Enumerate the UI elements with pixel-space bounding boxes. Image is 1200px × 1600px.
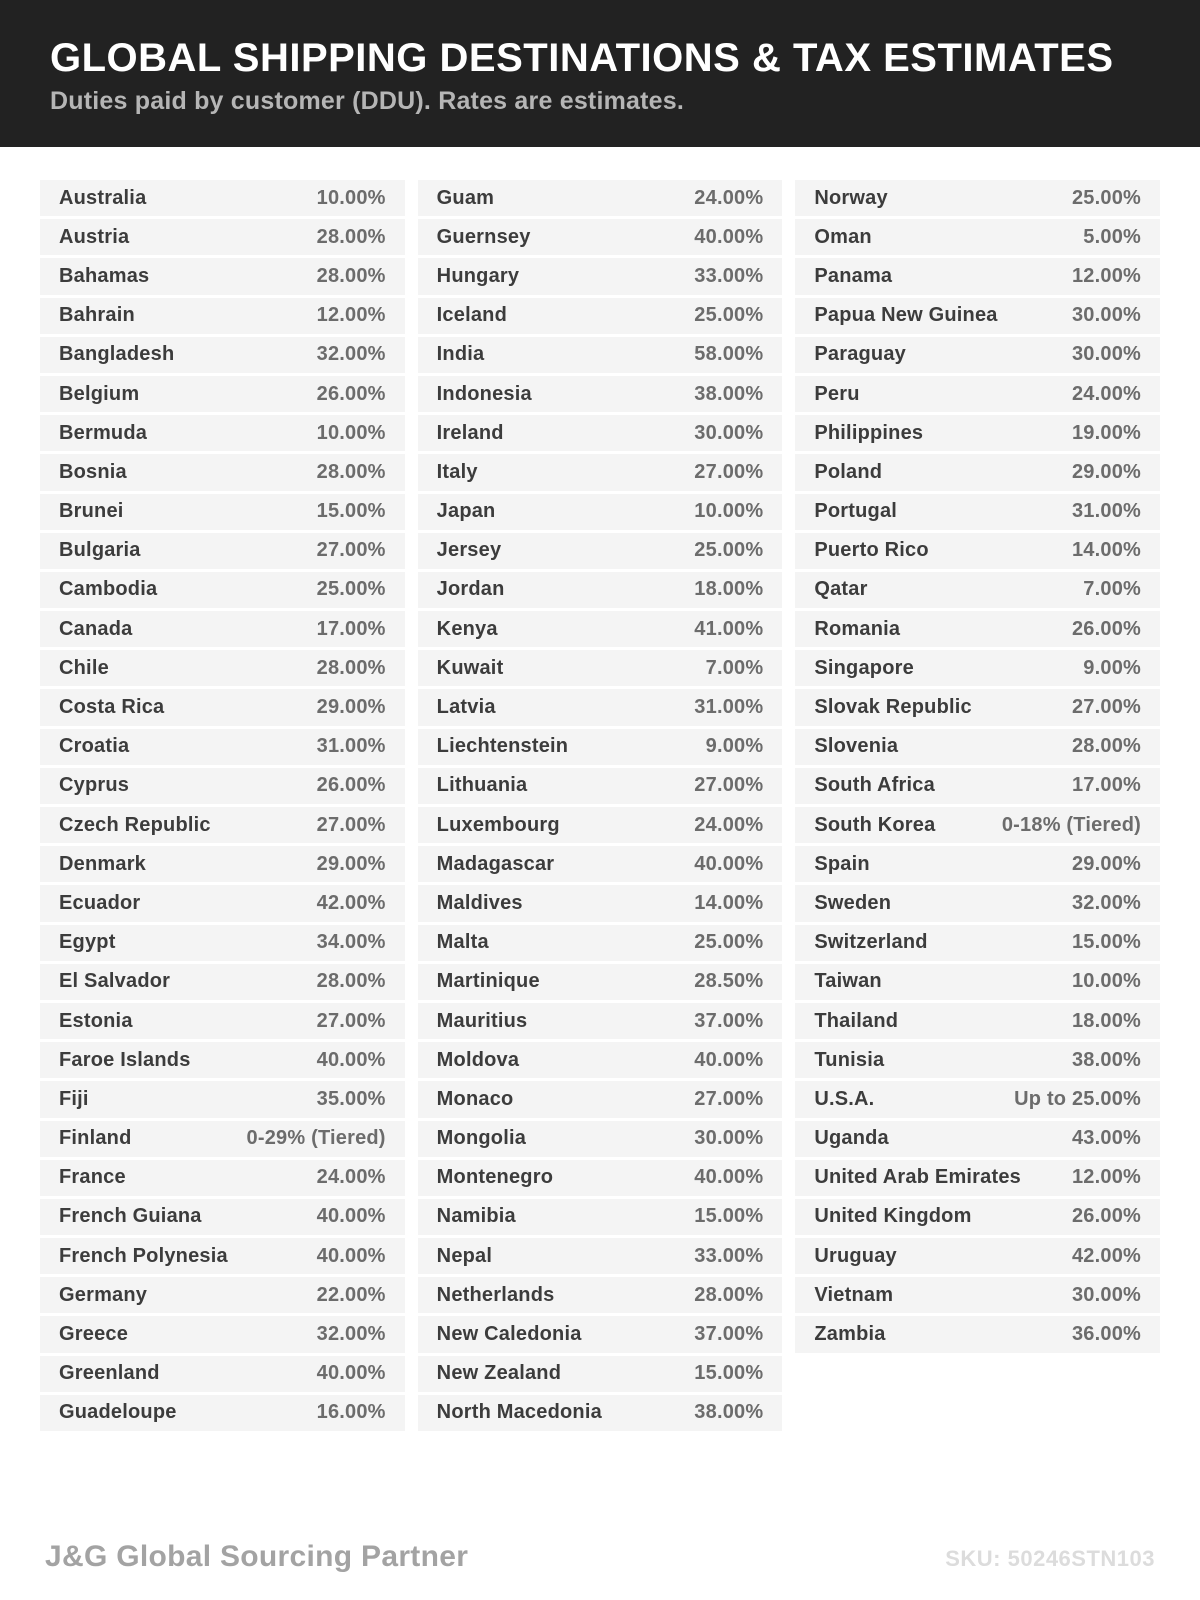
table-row <box>418 376 783 412</box>
rate-value: Up to 25.00% <box>1014 1087 1142 1110</box>
table-row <box>418 846 783 882</box>
country-label: Bermuda <box>59 421 148 444</box>
rate-value: 26.00% <box>1071 1205 1142 1228</box>
rate-value: 34.00% <box>316 931 386 954</box>
table-row <box>418 1356 783 1392</box>
country-label: Croatia <box>59 735 130 758</box>
country-label: Netherlands <box>436 1283 555 1306</box>
rate-value: 10.00% <box>1071 970 1142 993</box>
rate-value: 14.00% <box>1071 539 1142 562</box>
country-label: Philippines <box>814 421 924 444</box>
table-row <box>795 572 1160 608</box>
country-label: Bosnia <box>59 460 127 483</box>
table-row <box>418 494 783 530</box>
rate-value: 15.00% <box>316 500 386 523</box>
rate-value: 25.00% <box>1071 186 1142 209</box>
country-label: Monaco <box>436 1087 514 1110</box>
rate-value: 42.00% <box>316 891 386 914</box>
table-row <box>795 219 1160 255</box>
rate-value: 7.00% <box>1083 578 1142 601</box>
table-row <box>40 1238 405 1274</box>
table-row <box>795 533 1160 569</box>
table-row <box>795 689 1160 725</box>
table-row <box>40 1395 405 1431</box>
country-label: Indonesia <box>436 382 532 405</box>
table-row <box>418 298 783 334</box>
rate-value: 22.00% <box>316 1283 386 1306</box>
country-label: Jordan <box>436 578 505 601</box>
table-row <box>795 337 1160 373</box>
country-label: French Polynesia <box>59 1244 228 1267</box>
table-row <box>418 650 783 686</box>
country-label: Luxembourg <box>436 813 560 836</box>
table-row <box>418 1160 783 1196</box>
country-label: Germany <box>59 1283 148 1306</box>
table-row <box>795 1081 1160 1117</box>
table-row <box>795 376 1160 412</box>
country-label: France <box>59 1166 126 1189</box>
country-label: Faroe Islands <box>59 1048 191 1071</box>
table-row <box>418 219 783 255</box>
table-row <box>795 1003 1160 1039</box>
table-row <box>40 729 405 765</box>
country-label: Latvia <box>436 696 496 719</box>
country-label: Panama <box>814 264 893 287</box>
table-row <box>795 964 1160 1000</box>
table-row <box>40 1199 405 1235</box>
rate-value: 18.00% <box>1071 1009 1142 1032</box>
rate-column <box>795 180 1160 1431</box>
country-label: Peru <box>814 382 860 405</box>
rate-value: 15.00% <box>694 1205 764 1228</box>
rate-value: 38.00% <box>1071 1048 1142 1071</box>
rate-value: 28.00% <box>316 460 386 483</box>
rate-value: 15.00% <box>1071 931 1142 954</box>
country-label: Malta <box>436 931 489 954</box>
country-label: Czech Republic <box>59 813 211 836</box>
rate-value: 58.00% <box>694 343 764 366</box>
rate-value: 32.00% <box>316 343 386 366</box>
table-row <box>795 885 1160 921</box>
country-label: Slovak Republic <box>814 696 972 719</box>
table-row <box>40 650 405 686</box>
table-row <box>418 1277 783 1313</box>
table-row <box>795 1042 1160 1078</box>
table-row <box>40 925 405 961</box>
table-row <box>40 454 405 490</box>
rate-value: 29.00% <box>1071 852 1142 875</box>
rate-value: 9.00% <box>1083 656 1142 679</box>
rate-value: 9.00% <box>705 735 764 758</box>
country-label: Egypt <box>59 931 116 954</box>
country-label: Cambodia <box>59 578 158 601</box>
table-row <box>795 180 1160 216</box>
country-label: Portugal <box>814 500 898 523</box>
table-row <box>418 415 783 451</box>
rate-value: 40.00% <box>694 1048 764 1071</box>
table-row <box>418 454 783 490</box>
table-row <box>795 729 1160 765</box>
rate-value: 28.50% <box>694 970 764 993</box>
table-row <box>40 533 405 569</box>
rate-value: 12.00% <box>316 304 386 327</box>
rate-value: 5.00% <box>1083 225 1142 248</box>
country-label: Papua New Guinea <box>814 304 998 327</box>
table-row <box>418 258 783 294</box>
table-row <box>795 807 1160 843</box>
rate-value: 30.00% <box>1071 343 1142 366</box>
rate-value: 41.00% <box>694 617 764 640</box>
table-row <box>795 258 1160 294</box>
country-label: Bahamas <box>59 264 150 287</box>
table-row <box>418 807 783 843</box>
table-row <box>795 298 1160 334</box>
country-label: Spain <box>814 852 870 875</box>
country-label: Mongolia <box>436 1127 527 1150</box>
table-row <box>40 1316 405 1352</box>
table-row <box>40 689 405 725</box>
table-row <box>40 572 405 608</box>
rate-value: 40.00% <box>316 1048 386 1071</box>
country-label: Moldova <box>436 1048 520 1071</box>
rate-value: 33.00% <box>694 264 764 287</box>
table-row <box>40 219 405 255</box>
rate-value: 27.00% <box>694 460 764 483</box>
country-label: Japan <box>436 500 496 523</box>
table-row <box>40 768 405 804</box>
table-row <box>418 1121 783 1157</box>
brand-name: J&G Global Sourcing Partner <box>45 1540 469 1573</box>
rate-value: 27.00% <box>316 813 386 836</box>
header-banner <box>0 0 1200 147</box>
rate-value: 29.00% <box>316 696 386 719</box>
table-row <box>418 572 783 608</box>
table-row <box>418 180 783 216</box>
rate-value: 10.00% <box>316 421 386 444</box>
country-label: Belgium <box>59 382 140 405</box>
table-row <box>795 846 1160 882</box>
rate-value: 26.00% <box>316 382 386 405</box>
table-row <box>795 494 1160 530</box>
table-row <box>40 846 405 882</box>
country-label: New Zealand <box>436 1362 562 1385</box>
country-label: Martinique <box>436 970 540 993</box>
country-label: Montenegro <box>436 1166 554 1189</box>
rate-value: 17.00% <box>316 617 386 640</box>
rate-value: 25.00% <box>694 931 764 954</box>
table-row <box>40 1121 405 1157</box>
table-row <box>40 1042 405 1078</box>
country-label: Guernsey <box>436 225 531 248</box>
rate-value: 14.00% <box>694 891 764 914</box>
rate-value: 18.00% <box>694 578 764 601</box>
rate-value: 10.00% <box>694 500 764 523</box>
table-row <box>795 650 1160 686</box>
rate-value: 24.00% <box>1071 382 1142 405</box>
rate-value: 25.00% <box>694 304 764 327</box>
country-label: Slovenia <box>814 735 899 758</box>
rate-value: 36.00% <box>1071 1323 1142 1346</box>
rate-value: 10.00% <box>316 186 386 209</box>
country-label: Tunisia <box>814 1048 885 1071</box>
rate-value: 27.00% <box>316 1009 386 1032</box>
table-row <box>40 1356 405 1392</box>
table-row <box>40 611 405 647</box>
table-row <box>418 1003 783 1039</box>
country-label: Greenland <box>59 1362 160 1385</box>
country-label: India <box>436 343 485 366</box>
country-label: Kenya <box>436 617 498 640</box>
rate-value: 0-18% (Tiered) <box>1001 813 1142 836</box>
table-row <box>40 1160 405 1196</box>
country-label: Bangladesh <box>59 343 175 366</box>
rate-value: 0-29% (Tiered) <box>246 1127 386 1150</box>
rate-value: 26.00% <box>1071 617 1142 640</box>
rate-value: 31.00% <box>1071 500 1142 523</box>
table-row <box>40 964 405 1000</box>
country-label: Romania <box>814 617 901 640</box>
rate-value: 25.00% <box>694 539 764 562</box>
country-label: Ireland <box>436 421 504 444</box>
country-label: Zambia <box>814 1323 886 1346</box>
country-label: Ecuador <box>59 891 141 914</box>
country-label: Australia <box>59 186 147 209</box>
rate-value: 28.00% <box>316 970 386 993</box>
rate-value: 40.00% <box>316 1244 386 1267</box>
rate-value: 27.00% <box>1071 696 1142 719</box>
rate-value: 28.00% <box>316 656 386 679</box>
country-label: Iceland <box>436 304 507 327</box>
rate-value: 31.00% <box>316 735 386 758</box>
rate-value: 29.00% <box>1071 460 1142 483</box>
country-label: Greece <box>59 1323 129 1346</box>
rate-value: 32.00% <box>316 1323 386 1346</box>
rate-value: 26.00% <box>316 774 386 797</box>
country-label: Fiji <box>59 1087 89 1110</box>
country-label: Paraguay <box>814 343 906 366</box>
rate-value: 40.00% <box>316 1362 386 1385</box>
table-row <box>795 1277 1160 1313</box>
country-label: Finland <box>59 1127 132 1150</box>
country-label: Hungary <box>436 264 520 287</box>
rate-value: 35.00% <box>316 1087 386 1110</box>
table-row <box>418 1238 783 1274</box>
rate-value: 25.00% <box>316 578 386 601</box>
country-label: Canada <box>59 617 133 640</box>
table-row <box>418 1316 783 1352</box>
rate-value: 27.00% <box>694 1087 764 1110</box>
country-label: Taiwan <box>814 970 882 993</box>
country-label: Bulgaria <box>59 539 141 562</box>
table-row <box>418 611 783 647</box>
country-label: Singapore <box>814 656 914 679</box>
table-row <box>418 1395 783 1431</box>
rate-value: 28.00% <box>316 264 386 287</box>
table-row <box>40 1277 405 1313</box>
table-row <box>40 180 405 216</box>
country-label: Namibia <box>436 1205 516 1228</box>
country-label: Switzerland <box>814 931 928 954</box>
sku-label: SKU: 50246STN103 <box>945 1546 1155 1571</box>
table-row <box>418 925 783 961</box>
rate-value: 7.00% <box>705 656 764 679</box>
country-label: Oman <box>814 225 872 248</box>
rates-table <box>0 147 1200 1431</box>
rate-value: 40.00% <box>694 852 764 875</box>
table-row <box>795 1199 1160 1235</box>
country-label: South Korea <box>814 813 936 836</box>
country-label: Mauritius <box>436 1009 528 1032</box>
rate-value: 27.00% <box>694 774 764 797</box>
table-row <box>40 376 405 412</box>
country-label: Austria <box>59 225 130 248</box>
country-label: Italy <box>436 460 478 483</box>
rate-value: 15.00% <box>694 1362 764 1385</box>
table-row <box>40 1003 405 1039</box>
table-row <box>40 885 405 921</box>
rate-column <box>40 180 405 1431</box>
table-row <box>418 964 783 1000</box>
country-label: Guadeloupe <box>59 1401 177 1424</box>
rate-value: 12.00% <box>1071 264 1142 287</box>
table-row <box>418 1081 783 1117</box>
country-label: Guam <box>436 186 495 209</box>
table-row <box>40 258 405 294</box>
rate-value: 40.00% <box>316 1205 386 1228</box>
country-label: Kuwait <box>436 656 504 679</box>
country-label: French Guiana <box>59 1205 202 1228</box>
country-label: South Africa <box>814 774 935 797</box>
country-label: United Arab Emirates <box>814 1166 1021 1189</box>
rate-value: 30.00% <box>694 421 764 444</box>
rate-value: 42.00% <box>1071 1244 1142 1267</box>
rate-value: 28.00% <box>694 1283 764 1306</box>
country-label: Nepal <box>436 1244 493 1267</box>
table-row <box>795 454 1160 490</box>
table-row <box>795 768 1160 804</box>
country-label: Poland <box>814 460 883 483</box>
table-row <box>418 337 783 373</box>
country-label: New Caledonia <box>436 1323 582 1346</box>
table-row <box>418 1042 783 1078</box>
country-label: Uganda <box>814 1127 889 1150</box>
country-label: Vietnam <box>814 1283 894 1306</box>
country-label: U.S.A. <box>814 1087 875 1110</box>
rate-value: 24.00% <box>694 813 764 836</box>
country-label: Estonia <box>59 1009 133 1032</box>
country-label: Norway <box>814 186 888 209</box>
table-row <box>40 494 405 530</box>
table-row <box>795 415 1160 451</box>
table-row <box>795 1238 1160 1274</box>
table-row <box>418 885 783 921</box>
country-label: Sweden <box>814 891 892 914</box>
country-label: Jersey <box>436 539 502 562</box>
country-label: Thailand <box>814 1009 899 1032</box>
table-row <box>418 1199 783 1235</box>
rate-value: 37.00% <box>694 1009 764 1032</box>
rate-value: 29.00% <box>316 852 386 875</box>
country-label: Costa Rica <box>59 696 165 719</box>
table-row <box>418 533 783 569</box>
country-label: Cyprus <box>59 774 130 797</box>
country-label: Lithuania <box>436 774 528 797</box>
country-label: Chile <box>59 656 109 679</box>
table-row <box>40 298 405 334</box>
table-row <box>418 768 783 804</box>
rate-value: 17.00% <box>1071 774 1142 797</box>
table-row <box>418 729 783 765</box>
table-row <box>40 807 405 843</box>
rate-value: 28.00% <box>1071 735 1142 758</box>
country-label: Maldives <box>436 891 523 914</box>
country-label: Denmark <box>59 852 146 875</box>
rate-value: 19.00% <box>1071 421 1142 444</box>
rate-value: 31.00% <box>694 696 764 719</box>
rate-value: 27.00% <box>316 539 386 562</box>
rate-value: 24.00% <box>694 186 764 209</box>
country-label: United Kingdom <box>814 1205 972 1228</box>
rate-value: 38.00% <box>694 1401 764 1424</box>
rate-value: 24.00% <box>316 1166 386 1189</box>
country-label: El Salvador <box>59 970 171 993</box>
rate-value: 33.00% <box>694 1244 764 1267</box>
rate-value: 32.00% <box>1071 891 1142 914</box>
rate-value: 30.00% <box>1071 304 1142 327</box>
country-label: Uruguay <box>814 1244 897 1267</box>
country-label: Brunei <box>59 500 124 523</box>
page-title: GLOBAL SHIPPING DESTINATIONS & TAX ESTIMATES <box>50 36 1114 80</box>
rate-value: 43.00% <box>1071 1127 1142 1150</box>
rate-value: 30.00% <box>1071 1283 1142 1306</box>
rate-value: 12.00% <box>1071 1166 1142 1189</box>
rate-value: 40.00% <box>694 1166 764 1189</box>
table-row <box>795 1121 1160 1157</box>
rate-value: 40.00% <box>694 225 764 248</box>
table-row <box>40 337 405 373</box>
rate-value: 16.00% <box>316 1401 386 1424</box>
country-label: Liechtenstein <box>436 735 569 758</box>
country-label: North Macedonia <box>436 1401 602 1424</box>
table-row <box>40 1081 405 1117</box>
country-label: Qatar <box>814 578 868 601</box>
footer <box>0 1540 1200 1600</box>
country-label: Madagascar <box>436 852 555 875</box>
rate-value: 30.00% <box>694 1127 764 1150</box>
table-row <box>418 689 783 725</box>
table-row <box>795 1160 1160 1196</box>
country-label: Bahrain <box>59 304 135 327</box>
table-row <box>40 415 405 451</box>
table-row <box>795 1316 1160 1352</box>
rate-value: 37.00% <box>694 1323 764 1346</box>
table-row <box>795 611 1160 647</box>
page-subtitle: Duties paid by customer (DDU). Rates are estimates. <box>50 87 685 115</box>
rate-value: 28.00% <box>316 225 386 248</box>
rate-column <box>418 180 783 1431</box>
country-label: Puerto Rico <box>814 539 929 562</box>
rate-value: 38.00% <box>694 382 764 405</box>
table-row <box>795 925 1160 961</box>
